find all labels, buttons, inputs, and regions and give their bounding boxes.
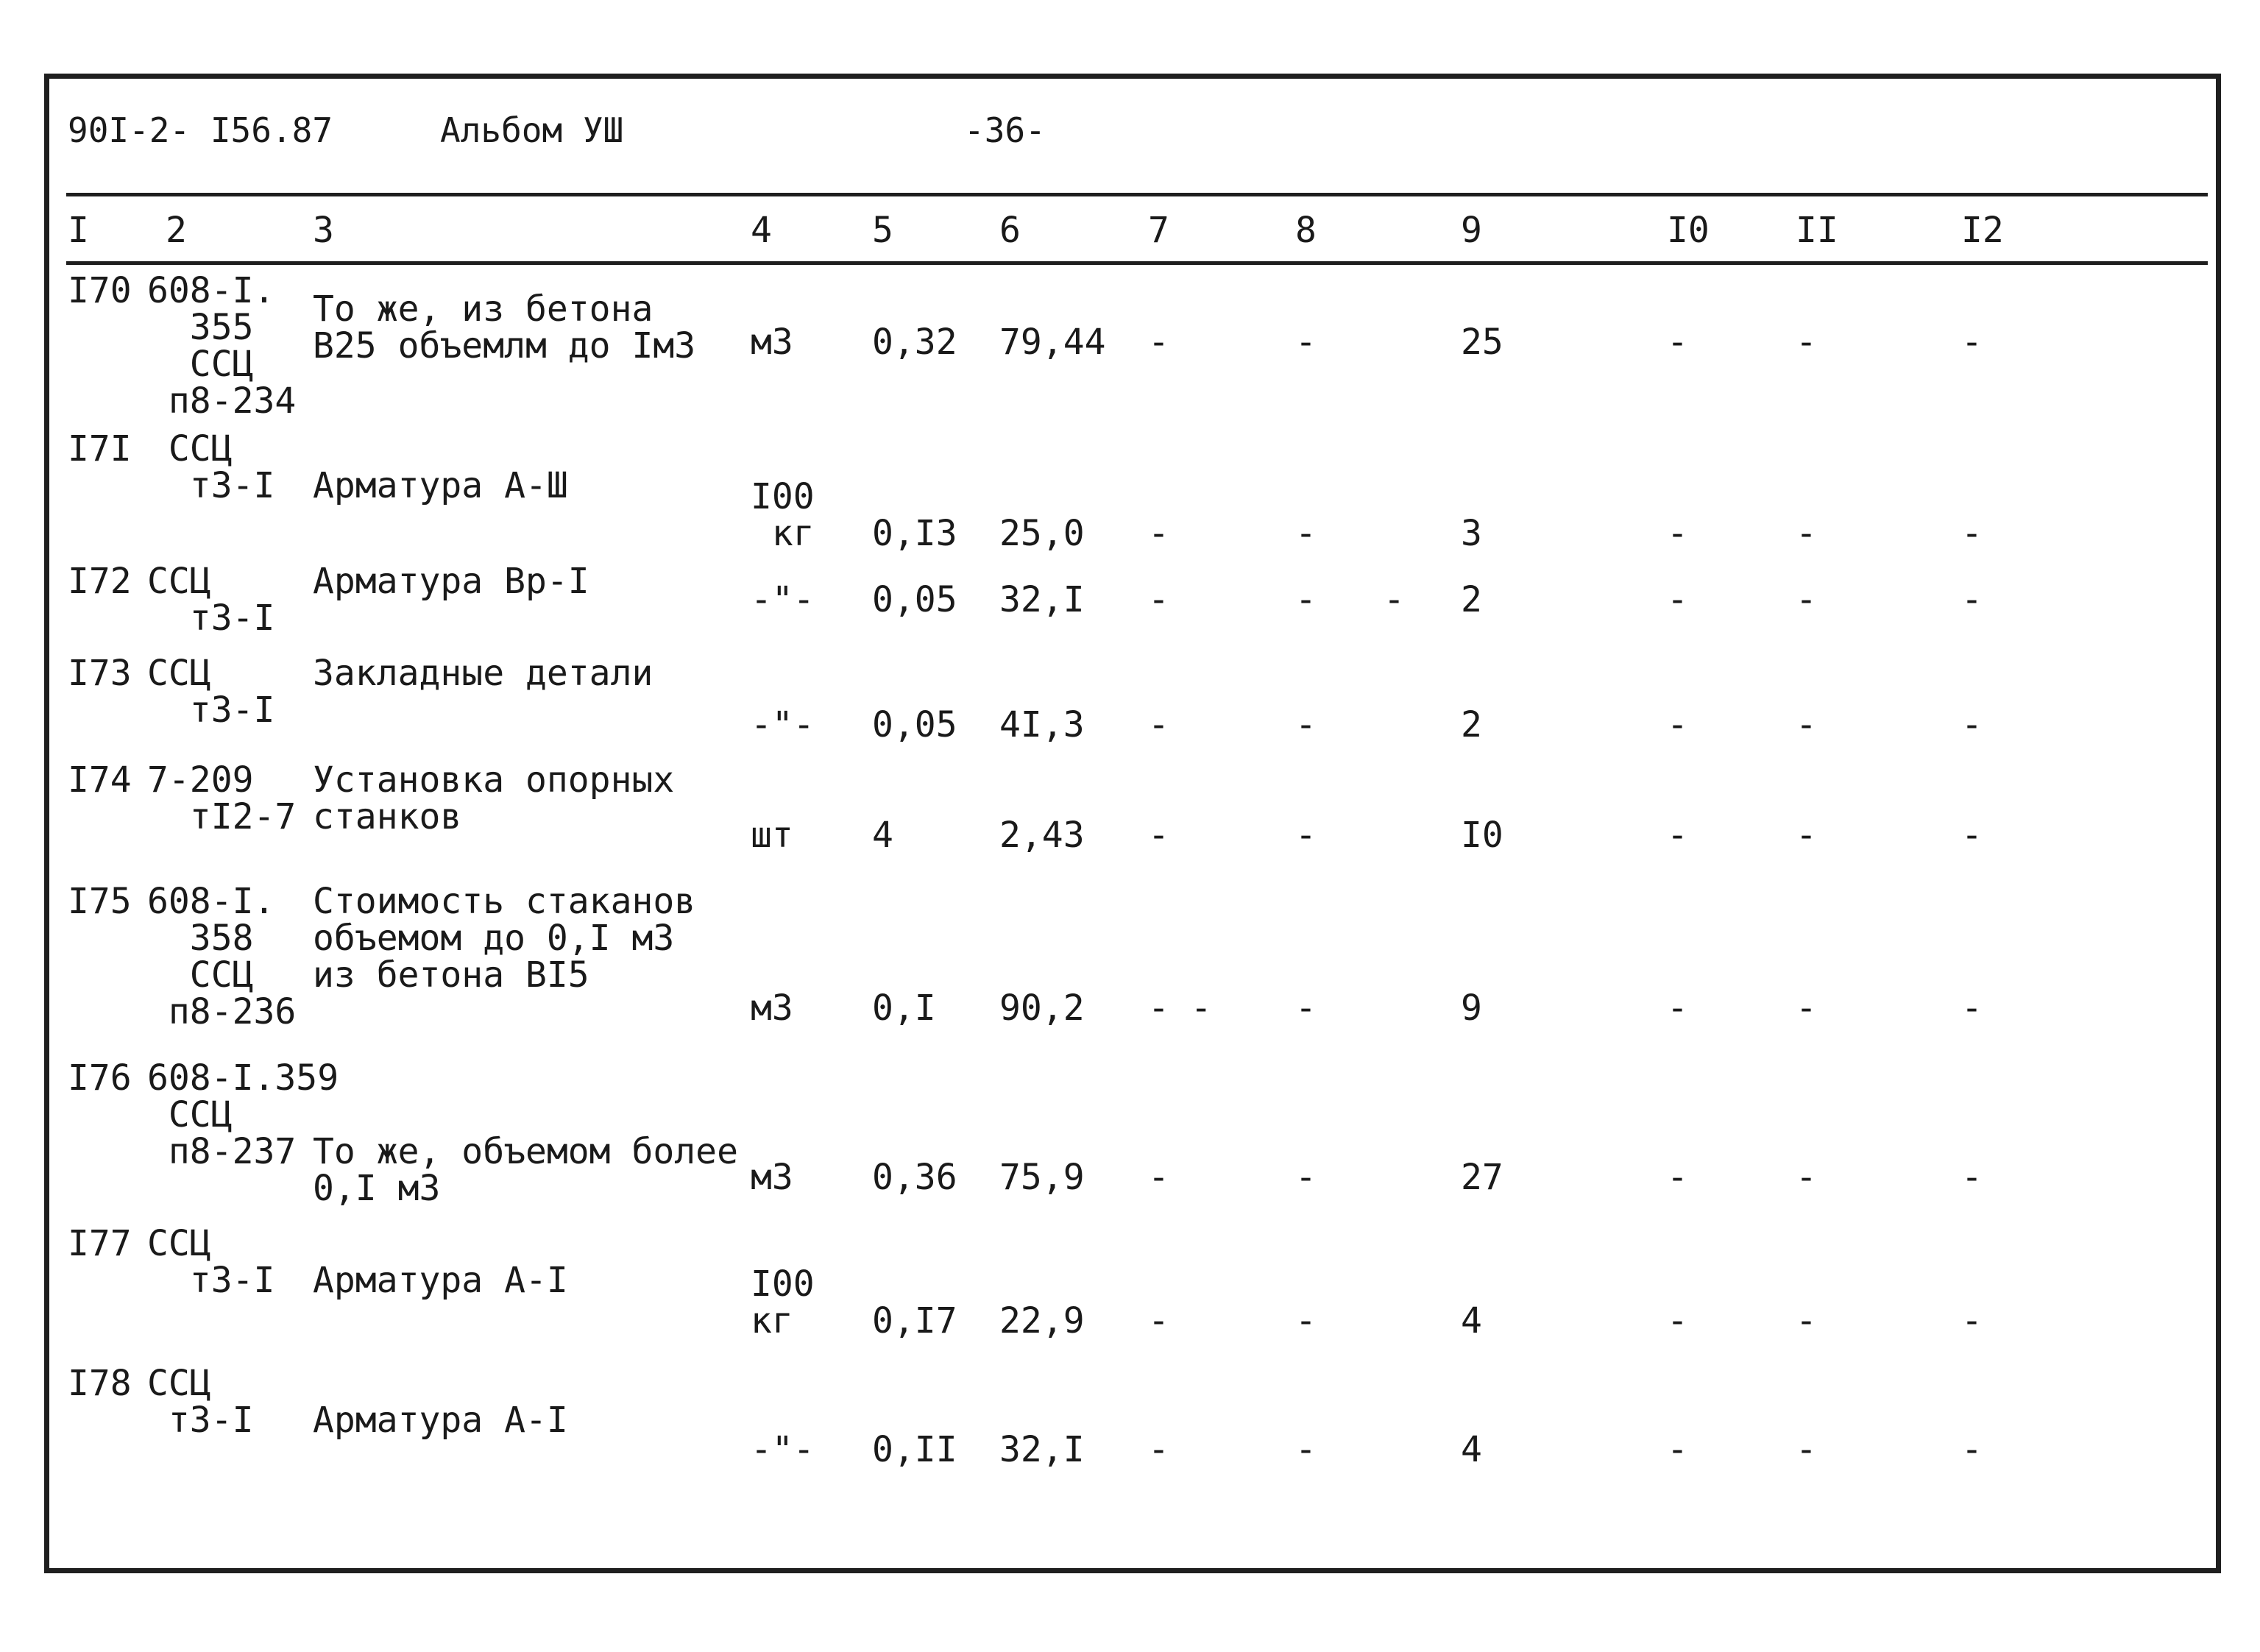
row-I7I-name: Арматура А-Ш: [313, 465, 568, 506]
column-number-1: I: [68, 210, 89, 251]
column-number-5: 5: [872, 210, 893, 251]
row-I75-n: I75: [68, 881, 132, 922]
row-I70-c10: -: [1667, 322, 1688, 363]
row-I75-c8: -: [1295, 988, 1317, 1029]
row-I78-c11: -: [1796, 1429, 1817, 1470]
row-I7I-c7: -: [1148, 513, 1169, 554]
row-I77-price: 22,9: [999, 1300, 1085, 1341]
row-I75-c11: -: [1796, 988, 1817, 1029]
row-I77-c8: -: [1295, 1300, 1317, 1341]
row-I73-price: 4I,3: [999, 704, 1085, 745]
row-I70-name: То же, из бетона В25 объемлм до Iм3: [313, 288, 696, 366]
row-I72-price: 32,I: [999, 579, 1085, 620]
row-I72-unit: -"-: [751, 579, 815, 620]
page-number: -36-: [964, 110, 1046, 150]
column-number-3: 3: [313, 210, 334, 251]
row-I78-c10: -: [1667, 1429, 1688, 1470]
column-number-2: 2: [166, 210, 187, 251]
row-I77-c11: -: [1796, 1300, 1817, 1341]
row-I75-c10: -: [1667, 988, 1688, 1029]
row-I73-name: Закладные детали: [313, 653, 653, 694]
row-I76-c8: -: [1295, 1157, 1317, 1198]
row-I70-code: 608-I. 355 ССЦ п8-234: [147, 270, 297, 422]
column-number-6: 6: [999, 210, 1021, 251]
row-I70-c9: 25: [1461, 322, 1503, 363]
row-I74-c10: -: [1667, 815, 1688, 856]
column-number-10: I0: [1667, 210, 1710, 251]
row-I70-c7: -: [1148, 322, 1169, 363]
row-I78-qty: 0,II: [872, 1429, 957, 1470]
row-I70-n: I70: [68, 270, 132, 311]
row-I73-c11: -: [1796, 704, 1817, 745]
row-I7I-c12: -: [1961, 513, 1983, 554]
row-I77-c9: 4: [1461, 1300, 1482, 1341]
row-I72-qty: 0,05: [872, 579, 957, 620]
column-number-9: 9: [1461, 210, 1482, 251]
album-label: Альбом УШ: [440, 110, 624, 150]
row-I76-c10: -: [1667, 1157, 1688, 1198]
row-I72-name: Арматура Вр-I: [313, 561, 589, 602]
row-I73-c10: -: [1667, 704, 1688, 745]
row-I75-code: 608-I. 358 ССЦ п8-236: [147, 881, 297, 1032]
row-I78-unit: -"-: [751, 1429, 815, 1470]
row-I70-c11: -: [1796, 322, 1817, 363]
row-I7I-n: I7I: [68, 428, 132, 469]
column-number-8: 8: [1295, 210, 1317, 251]
row-I74-name: Установка опорных станков: [313, 759, 675, 837]
row-I77-qty: 0,I7: [872, 1300, 957, 1341]
row-I7I-code: ССЦ т3-I: [168, 428, 275, 506]
row-I73-c12: -: [1961, 704, 1983, 745]
row-I72-c9: 2: [1461, 579, 1482, 620]
row-I76-qty: 0,36: [872, 1157, 957, 1198]
row-I72-c12: -: [1961, 579, 1983, 620]
row-I74-c9: I0: [1461, 815, 1503, 856]
row-I73-unit: -"-: [751, 704, 815, 745]
row-I75-name: Стоимость стаканов объемом до 0,I м3 из бетона ВI5: [313, 881, 696, 996]
row-I70-c12: -: [1961, 322, 1983, 363]
row-I72-n: I72: [68, 561, 132, 602]
header-rule: [66, 193, 2208, 196]
row-I78-price: 32,I: [999, 1429, 1085, 1470]
row-I72-c10: -: [1667, 579, 1688, 620]
row-I74-price: 2,43: [999, 815, 1085, 856]
row-I72-c7: -: [1148, 579, 1169, 620]
row-I73-code: ССЦ т3-I: [147, 653, 275, 731]
row-I76-c12: -: [1961, 1157, 1983, 1198]
row-I7I-c10: -: [1667, 513, 1688, 554]
row-I78-c12: -: [1961, 1429, 1983, 1470]
column-number-7: 7: [1148, 210, 1169, 251]
row-I74-unit: шт: [751, 815, 793, 856]
column-number-11: II: [1796, 210, 1838, 251]
row-I70-unit: м3: [751, 322, 793, 363]
row-I74-c11: -: [1796, 815, 1817, 856]
row-I74-c12: -: [1961, 815, 1983, 856]
row-I75-price: 90,2: [999, 988, 1085, 1029]
row-I70-price: 79,44: [999, 322, 1106, 363]
row-I75-c9: 9: [1461, 988, 1482, 1029]
row-I7I-unit: I00 кг: [751, 476, 815, 554]
row-I73-c9: 2: [1461, 704, 1482, 745]
row-I76-unit: м3: [751, 1157, 793, 1198]
row-I75-c12: -: [1961, 988, 1983, 1029]
row-I78-code: ССЦ т3-I: [147, 1363, 254, 1441]
row-I72-extra: -: [1384, 579, 1405, 620]
row-I77-c12: -: [1961, 1300, 1983, 1341]
row-I76-n: I76: [68, 1057, 132, 1099]
column-number-4: 4: [751, 210, 772, 251]
row-I72-c11: -: [1796, 579, 1817, 620]
row-I73-c7: -: [1148, 704, 1169, 745]
row-I75-unit: м3: [751, 988, 793, 1029]
row-I75-qty: 0,I: [872, 988, 936, 1029]
row-I78-n: I78: [68, 1363, 132, 1404]
document-code: 90I-2- I56.87: [68, 110, 333, 150]
column-number-12: I2: [1961, 210, 2004, 251]
row-I78-c9: 4: [1461, 1429, 1482, 1470]
row-I76-name: То же, объемом более 0,I м3: [313, 1131, 738, 1209]
row-I77-code: ССЦ т3-I: [147, 1223, 275, 1301]
row-I78-c8: -: [1295, 1429, 1317, 1470]
row-I7I-c8: -: [1295, 513, 1317, 554]
row-I73-qty: 0,05: [872, 704, 957, 745]
row-I70-c8: -: [1295, 322, 1317, 363]
row-I74-n: I74: [68, 759, 132, 801]
row-I77-name: Арматура А-I: [313, 1260, 568, 1301]
row-I74-code: 7-209 тI2-7: [147, 759, 297, 837]
row-I77-unit: I00 кг: [751, 1263, 815, 1341]
row-I78-name: Арматура А-I: [313, 1400, 568, 1441]
row-I77-c10: -: [1667, 1300, 1688, 1341]
row-I74-c7: -: [1148, 815, 1169, 856]
row-I74-qty: 4: [872, 815, 893, 856]
row-I72-code: ССЦ т3-I: [147, 561, 275, 639]
row-I7I-price: 25,0: [999, 513, 1085, 554]
row-I76-c9: 27: [1461, 1157, 1503, 1198]
row-I76-price: 75,9: [999, 1157, 1085, 1198]
column-header-rule: [66, 261, 2208, 265]
row-I76-c7: -: [1148, 1157, 1169, 1198]
row-I74-c8: -: [1295, 815, 1317, 856]
row-I73-n: I73: [68, 653, 132, 694]
row-I75-c7: - -: [1148, 988, 1212, 1029]
row-I7I-c11: -: [1796, 513, 1817, 554]
row-I76-c11: -: [1796, 1157, 1817, 1198]
row-I7I-c9: 3: [1461, 513, 1482, 554]
row-I77-c7: -: [1148, 1300, 1169, 1341]
row-I73-c8: -: [1295, 704, 1317, 745]
row-I76-code: 608-I.359 ССЦ п8-237: [147, 1057, 339, 1172]
row-I77-n: I77: [68, 1223, 132, 1264]
row-I72-c8: -: [1295, 579, 1317, 620]
row-I70-qty: 0,32: [872, 322, 957, 363]
row-I7I-qty: 0,I3: [872, 513, 957, 554]
row-I78-c7: -: [1148, 1429, 1169, 1470]
